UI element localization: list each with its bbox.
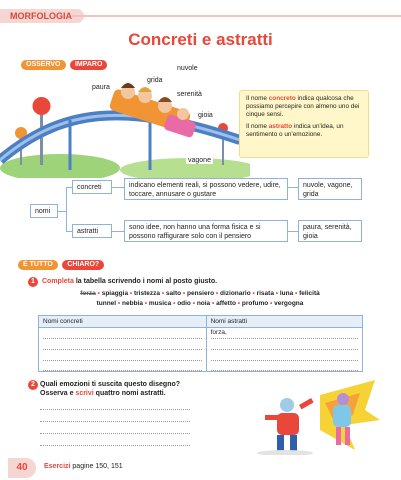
check-banner: [18, 260, 104, 270]
check-label-1: È TUTTO: [18, 260, 58, 270]
answer-line[interactable]: [40, 434, 190, 446]
answer-cell[interactable]: forza,: [206, 328, 362, 339]
answer-cell[interactable]: [206, 350, 362, 361]
crossed-word: forza: [80, 290, 96, 297]
answer-line[interactable]: [40, 398, 190, 410]
definition-box: [239, 90, 369, 158]
exercise-1-instruction: Completa la tabella scrivendo i nomi al posto giusto.: [42, 278, 218, 285]
answer-cell[interactable]: [39, 361, 207, 372]
exercise-2-instruction: Quali emozioni ti suscita questo disegno? Osserva e scrivi quattro nomi astratti.: [40, 380, 190, 446]
answer-cell[interactable]: [39, 350, 207, 361]
answer-table: [38, 315, 363, 372]
answer-line[interactable]: [40, 410, 190, 422]
answer-cell[interactable]: [206, 361, 362, 372]
check-label-2: CHIARO?: [62, 260, 104, 270]
word-list-line-2: tunnel • nebbia • musica • odio • noia • affetto • profumo • vergogna: [96, 300, 304, 307]
table-row: [39, 350, 363, 361]
definition-concrete: Il nome concreto indica qualcosa che possiamo percepire con almeno uno dei cinque sensi.: [246, 95, 360, 118]
observe-label: OSSERVO: [21, 60, 66, 70]
scheme-concrete-label: concreti: [72, 180, 112, 194]
illustration-word: grida: [147, 77, 163, 84]
definition-abstract: Il nome astratto indica un'idea, un sentimento o un'emozione.: [246, 123, 344, 138]
illustration-word: serenità: [177, 91, 202, 98]
scheme-concrete-definition: indicano elementi reali, si possono vedere, udire, toccare, annusare o gustare: [124, 178, 288, 200]
scheme-root: nomi: [30, 204, 58, 218]
section-divider: [72, 15, 401, 17]
learn-label: IMPARO: [70, 60, 107, 70]
word-list-line-1: forza • spiaggia • tristezza • salto • pensiero • dizionario • risata • luna • felicità: [80, 290, 320, 297]
answer-cell[interactable]: [39, 328, 207, 339]
table-row: [39, 361, 363, 372]
scheme-abstract-definition: sono idee, non hanno una forma fisica e si possono raffigurare solo con il pensiero: [124, 220, 288, 242]
illustration-word: nuvole: [177, 65, 198, 72]
page-number: 40: [8, 458, 36, 478]
table-row: [39, 339, 363, 350]
answer-line[interactable]: [40, 422, 190, 434]
column-header-abstract: Nomi astratti: [206, 316, 362, 328]
answer-cell[interactable]: [39, 339, 207, 350]
section-label: MORFOLOGIA: [0, 9, 84, 23]
page-title: Concreti e astratti: [128, 30, 273, 49]
scheme-concrete-examples: nuvole, vagone, grida: [298, 178, 362, 200]
illustration-word: vagone: [188, 157, 211, 164]
scheme-abstract-label: astratti: [72, 224, 112, 238]
illustration-word: gioia: [198, 112, 213, 119]
exercise-reference: Esercizi pagine 150, 151: [44, 463, 123, 470]
rollercoaster-illustration: [0, 65, 250, 178]
observe-banner: [21, 60, 107, 70]
scheme-abstract-examples: paura, serenità, gioia: [298, 220, 362, 242]
superhero-illustration: [225, 375, 380, 455]
illustration-word: paura: [92, 84, 110, 91]
answer-cell[interactable]: [206, 339, 362, 350]
exercise-2-number: 2: [28, 380, 38, 390]
exercise-1-number: 1: [28, 277, 38, 287]
page-footer: [0, 456, 401, 480]
column-header-concrete: Nomi concreti: [39, 316, 207, 328]
table-row: [39, 328, 363, 339]
section-header: [0, 9, 401, 23]
